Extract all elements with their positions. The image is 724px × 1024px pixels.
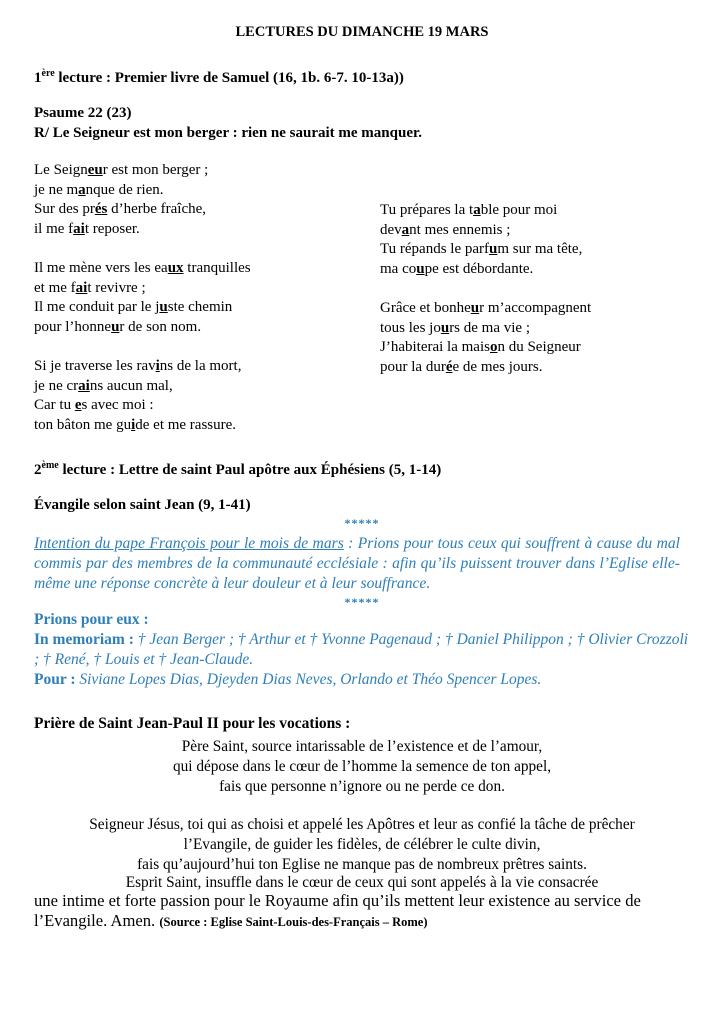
vocations-stanza-2: Seigneur Jésus, toi qui as choisi et appelé les Apôtres et leur as confié la tâche de prêcher l’Evangile, de guider les fidèles, de célébrer le culte divin, fais qu’aujourd’hui ton Eglise ne manque pas de nombreux prêtres saints. xyxy=(89,816,635,873)
prayer-intentions xyxy=(34,610,694,690)
psalm-verse-line: ton bâton me guide et me rassure. xyxy=(34,416,237,433)
psalm-verse-line xyxy=(34,239,251,259)
psalm-verse-line: pour l’honneur de son nom. xyxy=(34,318,202,335)
psalm-verse-line: et me fait revivre ; xyxy=(34,279,146,296)
psalm-verse-line: je ne manque de rien. xyxy=(34,181,164,198)
psalm-verse-line: il me fait reposer. xyxy=(34,220,140,237)
psalm-verse-line: Tu répands le parfum sur ma tête, xyxy=(380,241,583,258)
second-reading: 2ème lecture : Lettre de saint Paul apôtre aux Éphésiens (5, 1-14) xyxy=(34,460,442,478)
psalm-verse-line: pour la durée de mes jours. xyxy=(380,358,543,375)
pope-intention: Intention du pape François pour le mois de mars : Prions pour tous ceux qui souffrent à cause du mal commis par des membres de la communauté ecclésiale : afin qu’ils puissent trouver dans l’Eglise elle-même une réponse concrète à leur douleur et à leur souffrance. xyxy=(34,535,680,592)
psalm-verse-line: tous les jours de ma vie ; xyxy=(380,319,530,336)
in-memoriam: In memoriam : † Jean Berger ; † Arthur et † Yvonne Pagenaud ; † Daniel Philippon ; † Olivier Crozzoli ; † René, † Louis et † Jean-Claude. xyxy=(34,631,689,668)
separator-stars: ***** xyxy=(344,516,380,530)
psalm-verse-line: Tu prépares la table pour moi xyxy=(380,202,558,218)
first-reading: 1ère lecture : Premier livre de Samuel (16, 1b. 6-7. 10-13a)) xyxy=(34,68,404,86)
prayer-for: Pour : Siviane Lopes Dias, Djeyden Dias Neves, Orlando et Théo Spencer Lopes. xyxy=(34,671,542,688)
vocations-heading: Prière de Saint Jean-Paul II pour les vocations : xyxy=(34,715,351,732)
psalm-verse-line: Si je traverse les ravins de la mort, xyxy=(34,357,242,374)
psalm-verse-line: Il me mène vers les eaux tranquilles xyxy=(34,259,251,276)
psalm-title: Psaume 22 (23) xyxy=(34,105,132,121)
vocations-stanza-3-rest: une intime et forte passion pour le Royaume afin qu’ils mettent leur existence au service de l’Evangile. Amen. (Source : Eglise Saint-Louis-des-Français – Rome) xyxy=(34,891,641,930)
psalm-verse-line xyxy=(34,337,251,357)
psalm-verse-line: Le Seigneur est mon berger ; xyxy=(34,162,209,178)
prayer-heading: Prions pour eux : xyxy=(34,611,149,628)
vocations-stanza-1: Père Saint, source intarissable de l’existence et de l’amour, qui dépose dans le cœur de l’homme la semence de ton appel, fais que personne n’ignore ou ne perde ce don. xyxy=(172,738,552,795)
psalm-verse-line: devant mes ennemis ; xyxy=(380,221,511,238)
psalm-verse-line: Il me conduit par le juste chemin xyxy=(34,299,233,316)
psalm-refrain: R/ Le Seigneur est mon berger : rien ne saurait me manquer. xyxy=(34,125,423,141)
psalm-verse-line: Sur des prés d’herbe fraîche, xyxy=(34,201,207,218)
psalm-verse-line: Grâce et bonheur m’accompagnent xyxy=(380,299,592,316)
psalm-verse-line: J’habiterai la maison du Seigneur xyxy=(380,339,581,356)
psalm-verse-line: Car tu es avec moi : xyxy=(34,397,154,414)
separator-stars-2: ***** xyxy=(344,595,380,609)
psalm-left-column xyxy=(34,161,251,435)
psalm-right-column xyxy=(380,201,591,377)
page-title: LECTURES DU DIMANCHE 19 MARS xyxy=(235,24,489,40)
psalm-verse-line: je ne crains aucun mal, xyxy=(34,377,173,394)
source-note: (Source : Eglise Saint-Louis-des-Français – Rome) xyxy=(159,915,428,929)
psalm-verse-line: ma coupe est débordante. xyxy=(380,260,534,277)
pope-intention-link[interactable]: Intention du pape François pour le mois de mars xyxy=(34,535,344,552)
psalm-verse-line xyxy=(380,279,591,299)
gospel-reading: Évangile selon saint Jean (9, 1-41) xyxy=(34,497,251,513)
vocations-stanza-3-first: Esprit Saint, insuffle dans le cœur de ceux qui sont appelés à la vie consacrée xyxy=(125,874,599,891)
